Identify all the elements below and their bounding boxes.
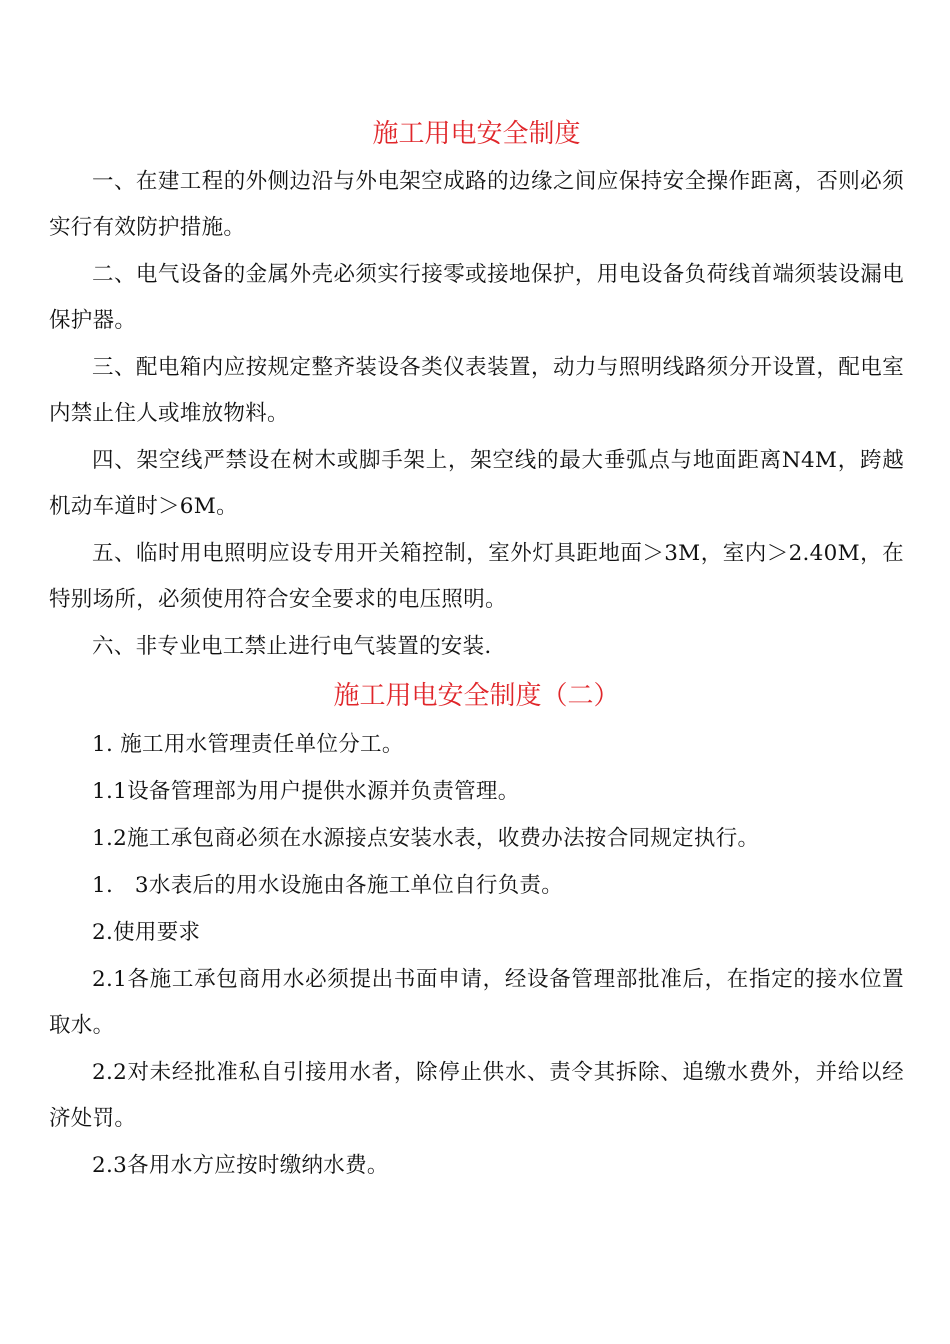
section2-paragraph-7: 2.2对未经批准私自引接用水者，除停止供水、责令其拆除、追缴水费外，并给以经济处罚。 [49, 1060, 904, 1131]
section2-paragraph-2: 1.1设备管理部为用户提供水源并负责管理。 [92, 779, 520, 804]
section1-paragraph-2: 二、电气设备的金属外壳必须实行接零或接地保护，用电设备负荷线首端须装设漏电保护器。 [49, 262, 904, 333]
section2-paragraph-6: 2.1各施工承包商用水必须提出书面申请，经设备管理部批准后，在指定的接水位置取水。 [49, 967, 904, 1038]
section1-paragraph-6: 六、非专业电工禁止进行电气装置的安装. [92, 634, 492, 659]
section2-title: 施工用电安全制度（二） [333, 681, 620, 711]
section2-paragraph-8: 2.3各用水方应按时缴纳水费。 [92, 1153, 389, 1178]
section1-paragraph-1: 一、在建工程的外侧边沿与外电架空成路的边缘之间应保持安全操作距离，否则必须实行有效防护措施。 [49, 169, 904, 240]
document-page [49, 112, 904, 1190]
section2-paragraph-4: 1. 3水表后的用水设施由各施工单位自行负责。 [92, 873, 564, 898]
section2-paragraph-3: 1.2施工承包商必须在水源接点安装水表，收费办法按合同规定执行。 [92, 826, 760, 851]
section2-paragraph-5: 2.使用要求 [92, 920, 201, 945]
section2-paragraph-1: 1. 施工用水管理责任单位分工。 [92, 732, 404, 757]
section1-paragraph-3: 三、配电箱内应按规定整齐装设各类仪表装置，动力与照明线路须分开设置，配电室内禁止住人或堆放物料。 [49, 355, 904, 426]
section1-paragraph-5: 五、临时用电照明应设专用开关箱控制，室外灯具距地面＞3M，室内＞2.40M，在特别场所，必须使用符合安全要求的电压照明。 [49, 541, 904, 612]
section1-paragraph-4: 四、架空线严禁设在树木或脚手架上，架空线的最大垂弧点与地面距离N4M，跨越机动车道时＞6M。 [49, 448, 904, 519]
section1-title: 施工用电安全制度 [372, 119, 581, 149]
